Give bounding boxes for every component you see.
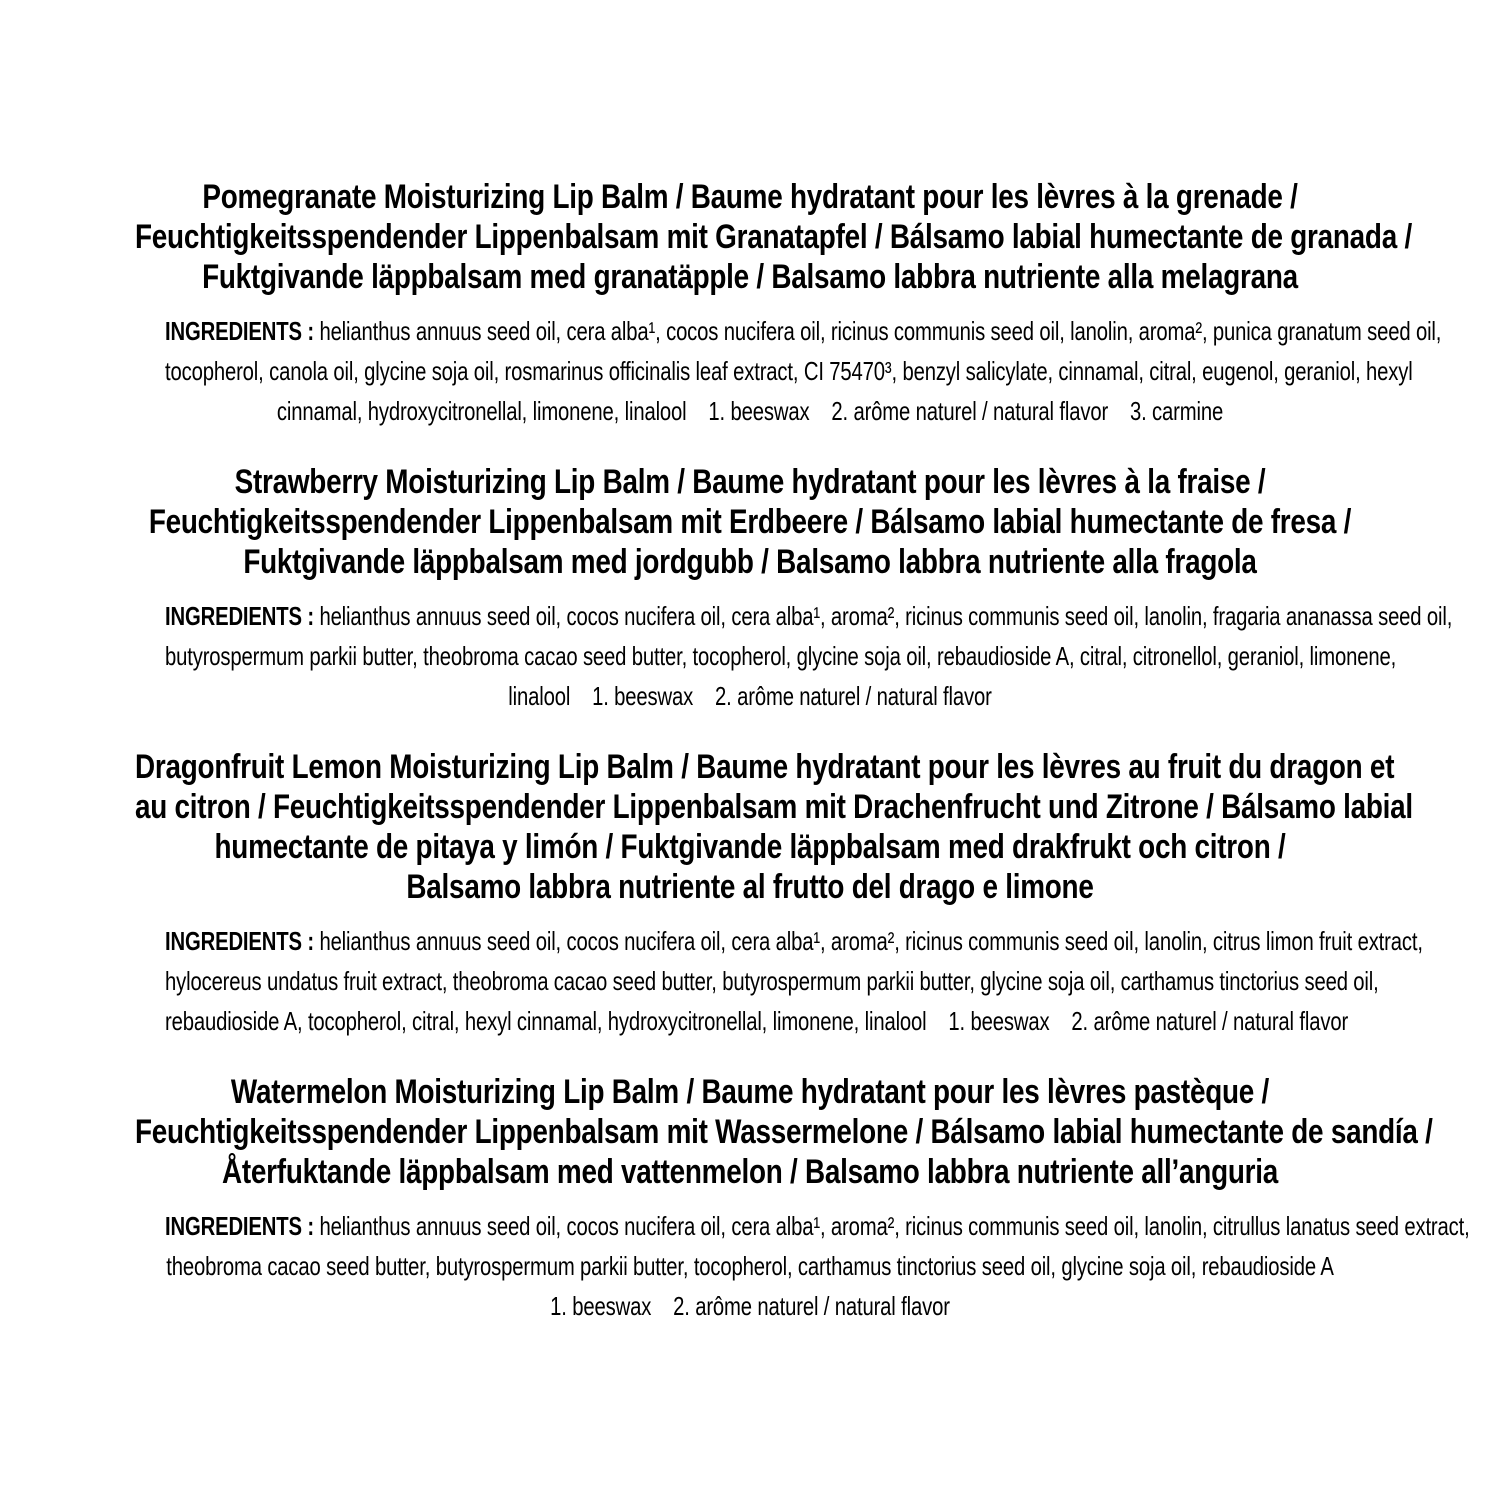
title-line: Återfuktande läppbalsam med vattenmelon / Balsamo labbra nutriente all’anguria [221, 1153, 1279, 1191]
product-section-dragonfruit-lemon [0, 747, 1500, 1041]
ingredients-label: INGREDIENTS : [165, 926, 320, 956]
ingredients-line: 1. beeswax 2. arôme naturel / natural flavor [550, 1291, 950, 1321]
title-line: Strawberry Moisturizing Lip Balm / Baume hydratant pour les lèvres à la fraise / [234, 463, 1266, 501]
ingredients-line: rebaudioside A, tocopherol, citral, hexyl cinnamal, hydroxycitronellal, limonene, linalool 1. beeswax 2. arôme naturel / natural flavor [165, 1006, 1349, 1036]
ingredients-line [165, 596, 1453, 636]
ingredients-label: INGREDIENTS : [165, 1211, 320, 1241]
ingredients-paragraph [0, 921, 1500, 1041]
title-line: Fuktgivande läppbalsam med jordgubb / Balsamo labbra nutriente alla fragola [243, 543, 1257, 581]
ingredients-line: tocopherol, canola oil, glycine soja oil, rosmarinus officinalis leaf extract, CI 75470³, benzyl salicylate, cinnamal, citral, eugenol, geraniol, hexyl [165, 356, 1413, 386]
ingredients-line [165, 1206, 1470, 1246]
title-line: humectante de pitaya y limón / Fuktgivande läppbalsam med drakfrukt och citron / [214, 828, 1286, 866]
title-line: au citron / Feuchtigkeitsspendender Lippenbalsam mit Drachenfrucht und Zitrone / Bálsamo labial [135, 788, 1413, 826]
product-title-watermelon [0, 1072, 1500, 1192]
ingredients-line: linalool 1. beeswax 2. arôme naturel / natural flavor [508, 681, 992, 711]
ingredients-text: helianthus annuus seed oil, cocos nucifera oil, cera alba¹, aroma², ricinus communis seed oil, lanolin, citrullus lanatus seed extract, [319, 1211, 1470, 1241]
ingredients-text: helianthus annuus seed oil, cocos nucifera oil, cera alba¹, aroma², ricinus communis seed oil, lanolin, fragaria ananassa seed oil, [319, 601, 1453, 631]
ingredients-label: INGREDIENTS : [165, 316, 320, 346]
ingredients-line [165, 311, 1442, 351]
ingredients-text: helianthus annuus seed oil, cera alba¹, cocos nucifera oil, ricinus communis seed oil, lanolin, aroma², punica granatum seed oil, [319, 316, 1442, 346]
ingredients-paragraph [0, 596, 1500, 716]
ingredients-paragraph [0, 311, 1500, 431]
title-line: Balsamo labbra nutriente al frutto del drago e limone [406, 868, 1094, 906]
product-section-watermelon [0, 1072, 1500, 1326]
ingredients-paragraph [0, 1206, 1500, 1326]
product-title-pomegranate [0, 177, 1500, 297]
ingredients-line: hylocereus undatus fruit extract, theobroma cacao seed butter, butyrospermum parkii butter, glycine soja oil, carthamus tinctorius seed oil, [165, 966, 1379, 996]
title-line: Fuktgivande läppbalsam med granatäpple / Balsamo labbra nutriente alla melagrana [202, 258, 1298, 296]
ingredients-line [165, 921, 1423, 961]
title-line: Watermelon Moisturizing Lip Balm / Baume hydratant pour les lèvres pastèque / [230, 1073, 1270, 1111]
title-line: Feuchtigkeitsspendender Lippenbalsam mit Wassermelone / Bálsamo labial humectante de sandía / [135, 1113, 1433, 1151]
title-line: Feuchtigkeitsspendender Lippenbalsam mit Granatapfel / Bálsamo labial humectante de granada / [135, 218, 1412, 256]
ingredients-label: INGREDIENTS : [165, 601, 320, 631]
ingredients-line: butyrospermum parkii butter, theobroma cacao seed butter, tocopherol, glycine soja oil, rebaudioside A, citral, citronellol, geraniol, limonene, [165, 641, 1397, 671]
title-line: Pomegranate Moisturizing Lip Balm / Baume hydratant pour les lèvres à la grenade / [202, 178, 1298, 216]
title-line: Feuchtigkeitsspendender Lippenbalsam mit Erdbeere / Bálsamo labial humectante de fresa / [148, 503, 1352, 541]
ingredients-line: theobroma cacao seed butter, butyrospermum parkii butter, tocopherol, carthamus tinctorius seed oil, glycine soja oil, rebaudioside A [166, 1251, 1334, 1281]
title-line: Dragonfruit Lemon Moisturizing Lip Balm / Baume hydratant pour les lèvres au fruit du dragon et [135, 748, 1395, 786]
ingredients-line: cinnamal, hydroxycitronellal, limonene, linalool 1. beeswax 2. arôme naturel / natural flavor 3. carmine [276, 396, 1224, 426]
ingredients-text: helianthus annuus seed oil, cocos nucifera oil, cera alba¹, aroma², ricinus communis seed oil, lanolin, citrus limon fruit extract, [319, 926, 1423, 956]
product-section-pomegranate [0, 177, 1500, 431]
product-title-strawberry [0, 462, 1500, 582]
product-title-dragonfruit-lemon [0, 747, 1500, 907]
product-section-strawberry [0, 462, 1500, 716]
